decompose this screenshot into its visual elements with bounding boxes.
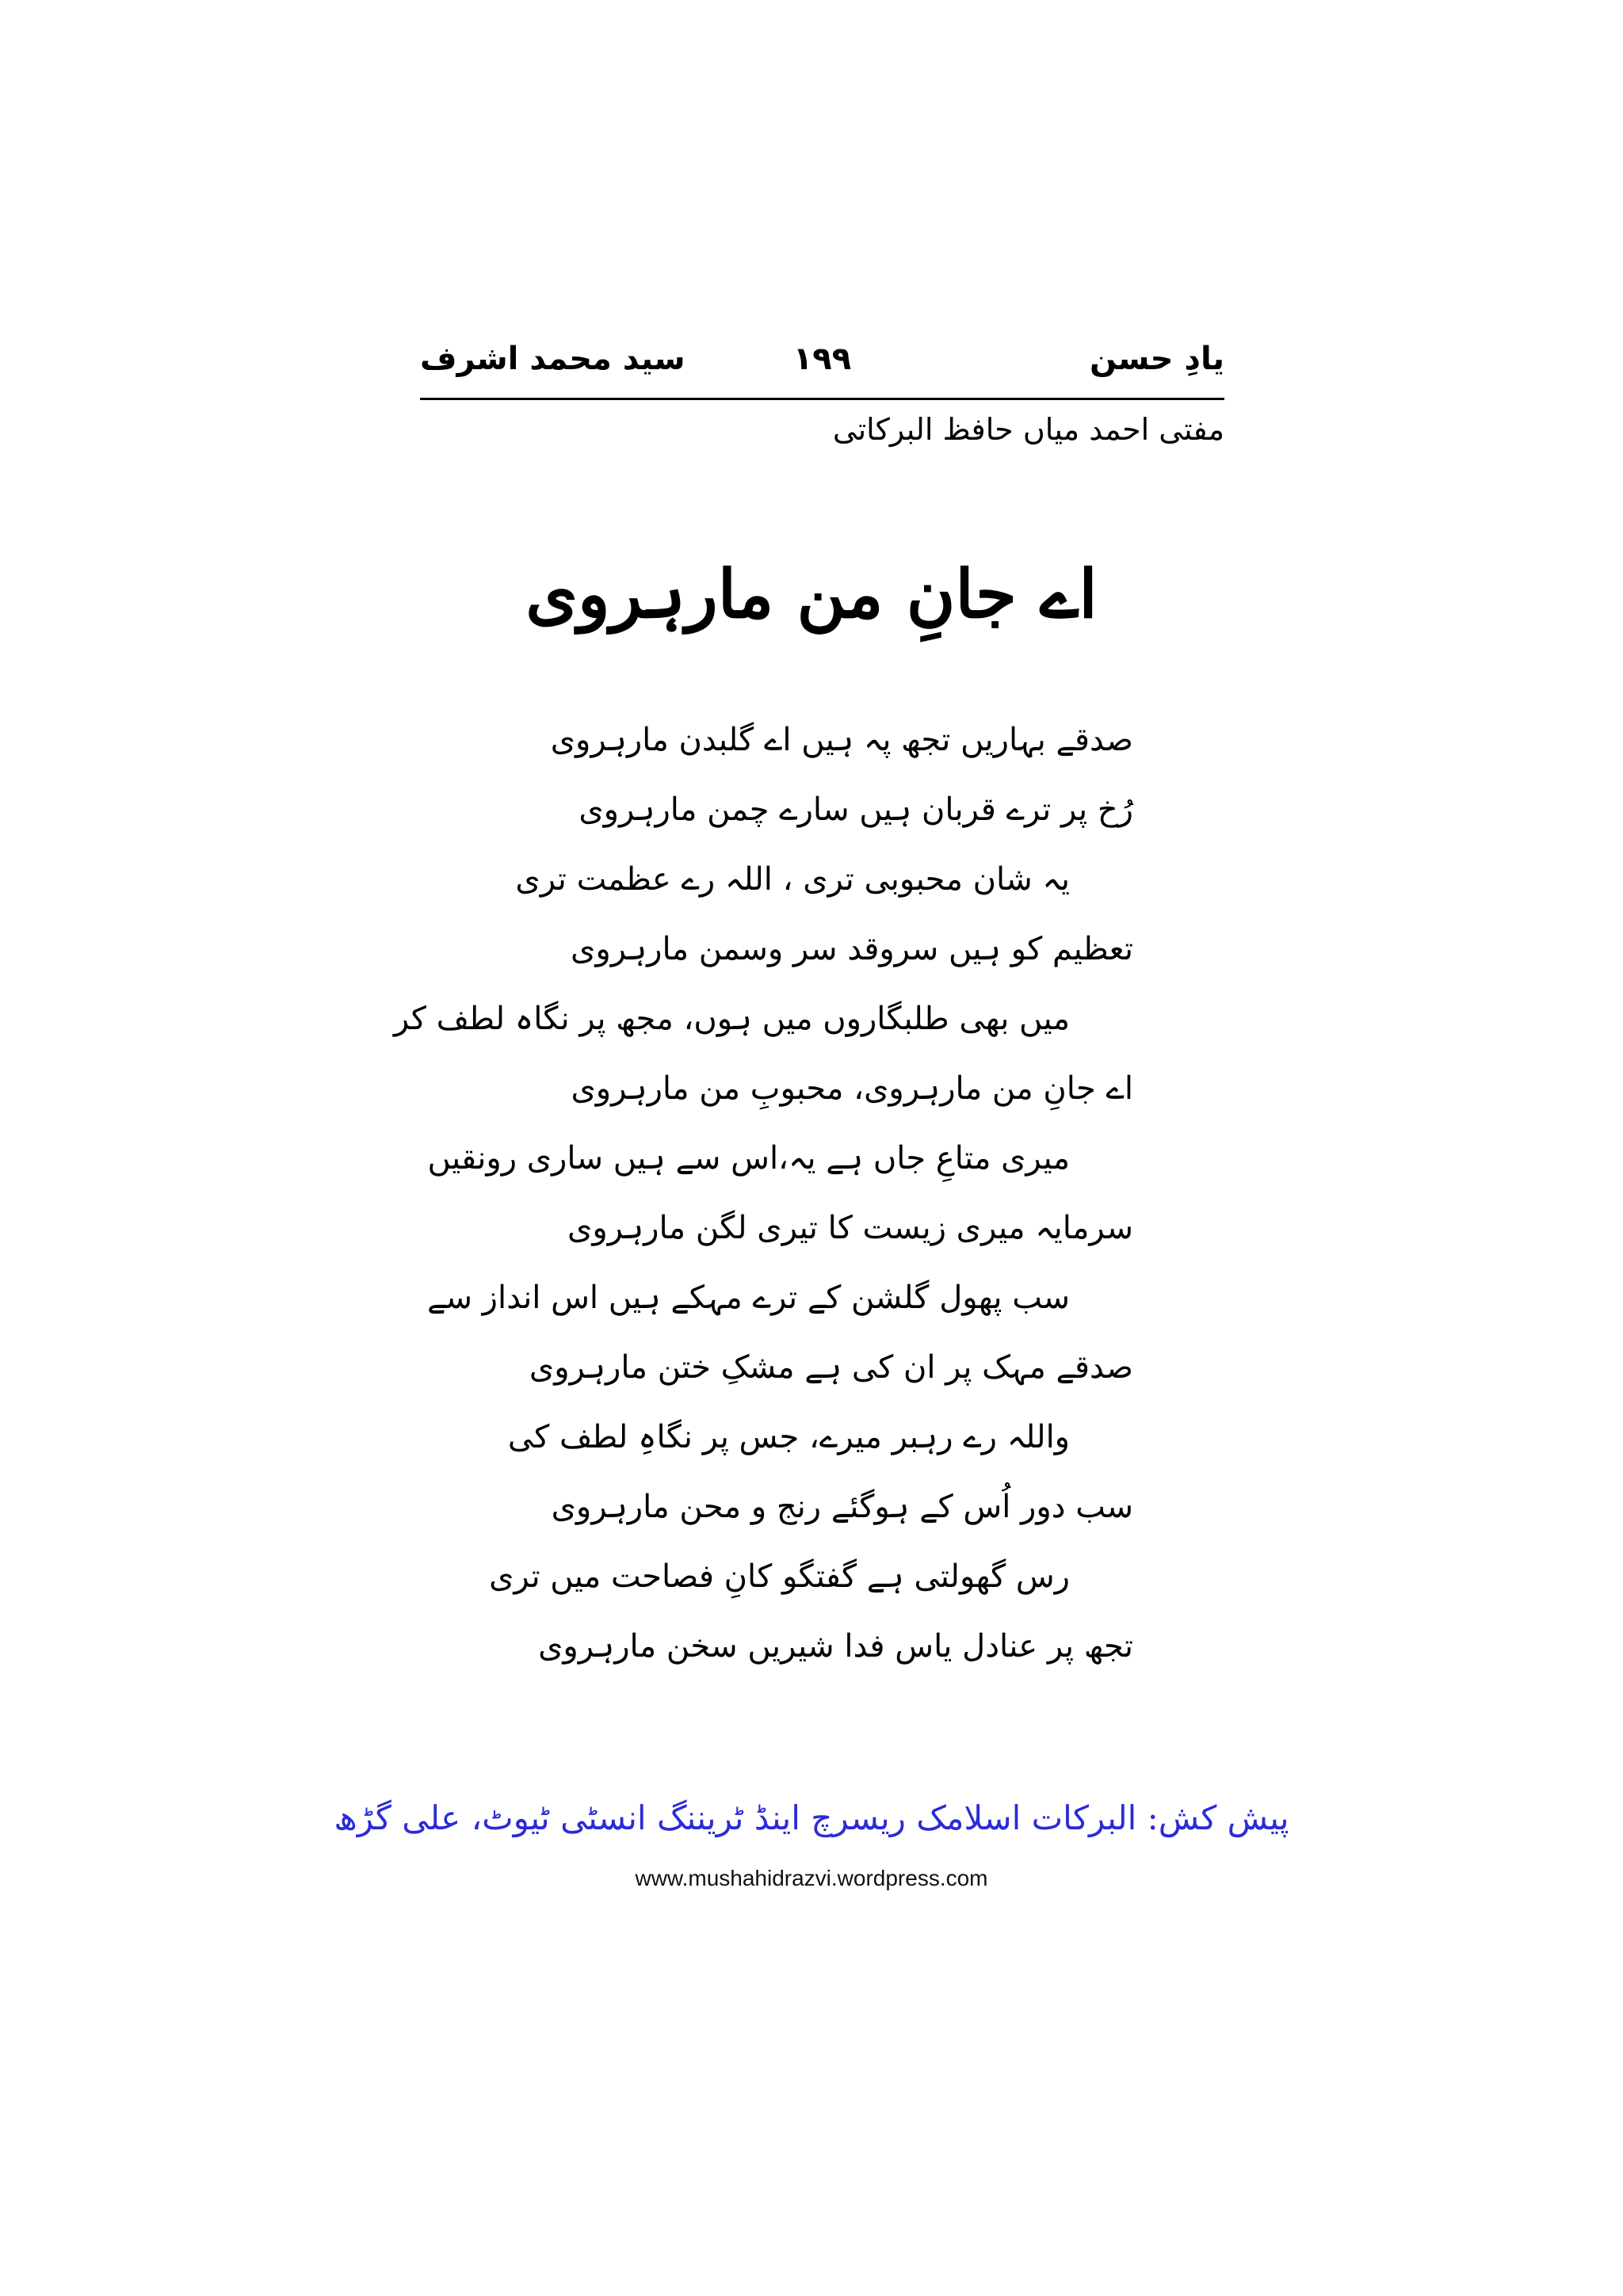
verse-line: صدقے بہاریں تجھ پہ ہیں اے گلبدن مارہروی <box>550 722 1133 758</box>
poet-name: مفتی احمد میاں حافظ البرکاتی <box>832 412 1224 447</box>
verse-line: صدقے مہک پر ان کی ہے مشکِ ختن مارہروی <box>529 1349 1133 1386</box>
poem-body <box>394 705 1133 1681</box>
verse-line: تجھ پر عنادل یاس فدا شیریں سخن مارہروی <box>538 1628 1133 1665</box>
verse-line: سرمایہ میری زیست کا تیری لگن مارہروی <box>567 1210 1133 1246</box>
verse-line: سب دور اُس کے ہوگئے رنج و محن مارہروی <box>551 1489 1133 1525</box>
verse-line: یہ شان محبوبی تری ، اللہ رے عظمت تری <box>515 861 1070 898</box>
verse-line: رُخ پر ترے قربان ہیں سارے چمن مارہروی <box>579 791 1133 828</box>
verse-line: میری متاعِ جاں ہے یہ،اس سے ہیں ساری رونقیں <box>427 1140 1070 1177</box>
header-divider <box>420 398 1224 400</box>
verse-line: واللہ رے رہبر میرے، جس پر نگاہِ لطف کی <box>507 1419 1070 1455</box>
compiler-name: سید محمد اشرف <box>420 341 685 377</box>
publisher-credit: پیش کش: البرکات اسلامک ریسرچ اینڈ ٹریننگ انسٹی ٹیوٹ، علی گڑھ <box>334 1798 1289 1837</box>
verse-line: اے جانِ من مارہروی، محبوبِ من مارہروی <box>571 1070 1133 1107</box>
website-url: www.mushahidrazvi.wordpress.com <box>635 1866 988 1890</box>
verse-line: رس گھولتی ہے گفتگو کانِ فصاحت میں تری <box>489 1558 1070 1595</box>
running-header <box>420 341 1224 404</box>
verse-line: تعظیم کو ہیں سروقد سر وسمن مارہروی <box>571 931 1133 967</box>
verse-line: سب پھول گلشن کے ترے مہکے ہیں اس انداز سے <box>427 1280 1070 1316</box>
book-title: یادِ حسن <box>1089 341 1224 377</box>
poem-title: اے جانِ من مارہروی <box>525 555 1098 633</box>
page-number: ۱۹۹ <box>792 341 852 377</box>
verse-line: میں بھی طلبگاروں میں ہوں، مجھ پر نگاہ لطف کر <box>393 1001 1070 1037</box>
